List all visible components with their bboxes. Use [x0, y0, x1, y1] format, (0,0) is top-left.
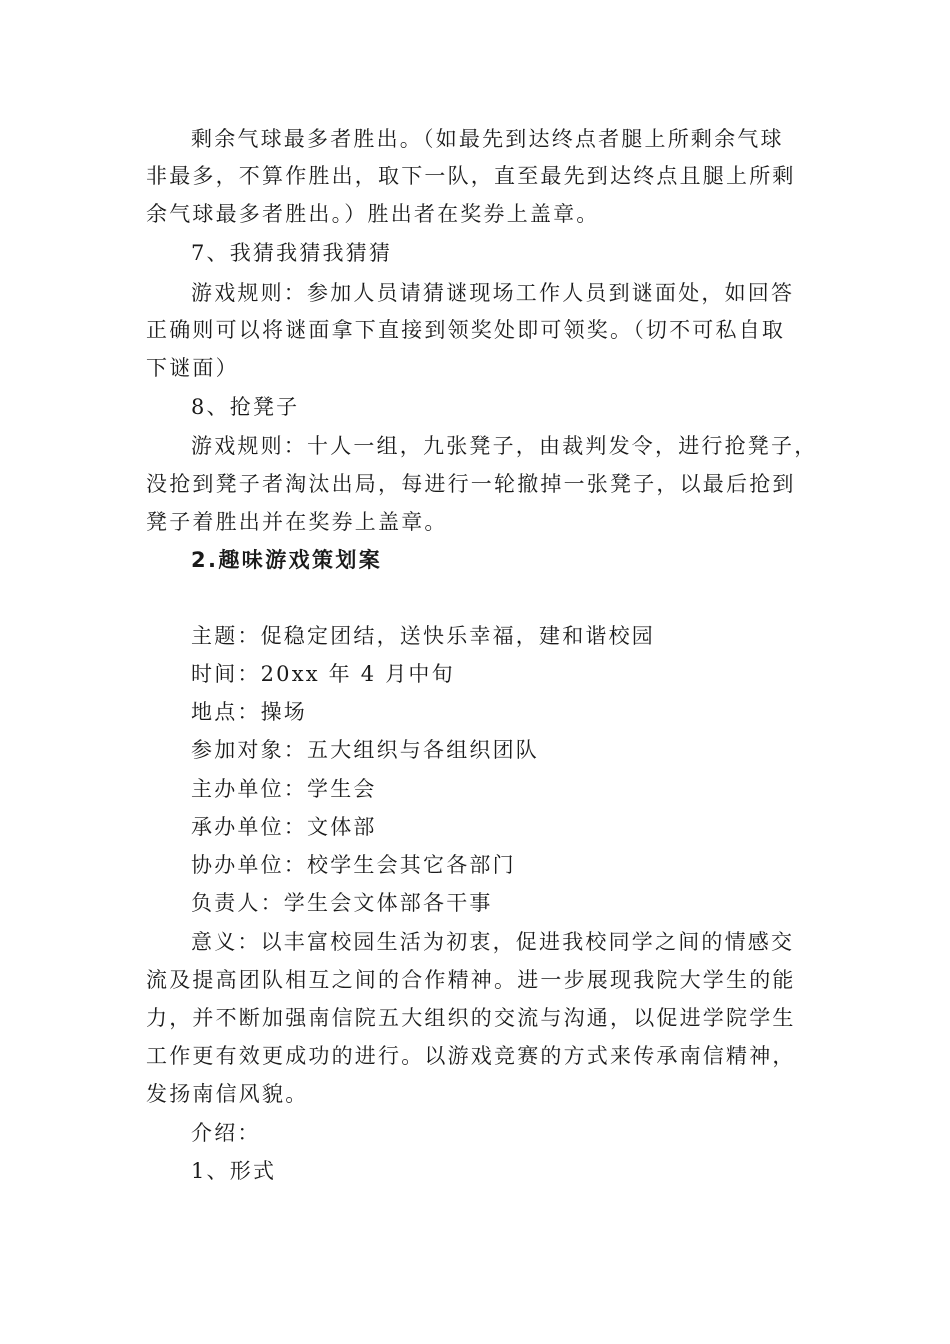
location-line: 地点：操场	[191, 700, 307, 724]
time-line: 时间：20xx 年 4 月中旬	[191, 662, 455, 686]
form-item: 1、形式	[191, 1159, 277, 1183]
paragraph-line: 意义：以丰富校园生活为初衷，促进我校同学之间的情感交	[191, 930, 795, 954]
paragraph-line: 没抢到凳子者淘汰出局，每进行一轮撤掉一张凳子，以最后抢到	[146, 472, 796, 496]
paragraph-line: 流及提高团队相互之间的合作精神。进一步展现我院大学生的能	[146, 968, 796, 992]
section-heading: 2.趣味游戏策划案	[191, 548, 383, 572]
participants-line: 参加对象：五大组织与各组织团队	[191, 738, 539, 762]
paragraph-line: 正确则可以将谜面拿下直接到领奖处即可领奖。（切不可私自取	[146, 318, 786, 342]
paragraph-line: 非最多，不算作胜出，取下一队，直至最先到达终点且腿上所剩	[146, 164, 796, 188]
paragraph-line: 凳子着胜出并在奖券上盖章。	[146, 510, 448, 534]
paragraph-line: 发扬南信风貌。	[146, 1082, 309, 1106]
game7-title: 7、我猜我猜我猜猜	[191, 241, 393, 265]
intro-label: 介绍：	[191, 1121, 261, 1145]
paragraph-line: 剩余气球最多者胜出。（如最先到达终点者腿上所剩余气球	[191, 127, 784, 151]
game8-title: 8、抢凳子	[191, 395, 300, 419]
paragraph-line: 游戏规则：十人一组，九张凳子，由裁判发令，进行抢凳子，	[191, 434, 818, 458]
organizer-line: 主办单位：学生会	[191, 777, 377, 801]
person-in-charge-line: 负责人：学生会文体部各干事	[191, 891, 493, 915]
undertaker-line: 承办单位：文体部	[191, 815, 377, 839]
paragraph-line: 游戏规则：参加人员请猜谜现场工作人员到谜面处，如回答	[191, 281, 795, 305]
paragraph-line: 下谜面）	[146, 356, 239, 380]
theme-line: 主题：促稳定团结，送快乐幸福，建和谐校园	[191, 624, 655, 648]
paragraph-line: 力，并不断加强南信院五大组织的交流与沟通，以促进学院学生	[146, 1006, 796, 1030]
co-organizer-line: 协办单位：校学生会其它各部门	[191, 853, 516, 877]
paragraph-line: 工作更有效更成功的进行。以游戏竞赛的方式来传承南信精神，	[146, 1044, 796, 1068]
paragraph-line: 余气球最多者胜出。）胜出者在奖券上盖章。	[146, 202, 600, 226]
